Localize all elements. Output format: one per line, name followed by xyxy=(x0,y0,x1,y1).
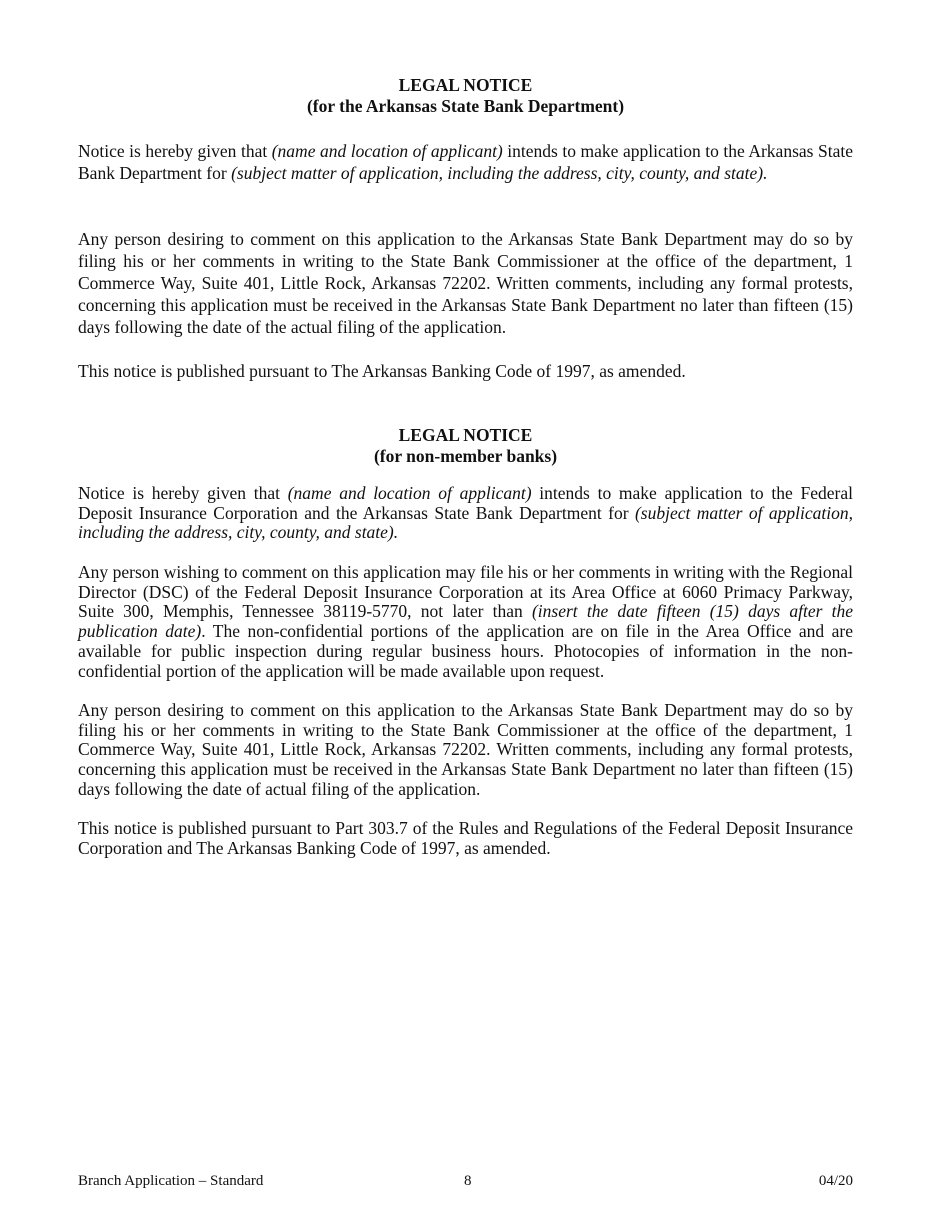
notice-1-heading xyxy=(78,75,853,117)
notice-1-p1-text-a: Notice is hereby given that xyxy=(78,141,272,161)
footer-document-name: Branch Application – Standard xyxy=(78,1173,264,1189)
notice-1-paragraph-3: This notice is published pursuant to The Arkansas Banking Code of 1997, as amended. xyxy=(78,361,686,381)
notice-2-paragraph-3: Any person desiring to comment on this application to the Arkansas State Bank Department may do so by filing his or her comments in writing to the State Bank Commissioner at the office of the department, 1 Commerce Way, Suite 401, Little Rock, Arkansas 72202. Written comments, including any formal protests, concerning this application must be received in the Arkansas State Bank Department no later than fifteen (15) days following the date of actual filing of the application. xyxy=(78,700,853,799)
notice-1-p1-placeholder-applicant: (name and location of applicant) xyxy=(271,141,503,161)
notice-2-paragraph-2 xyxy=(78,563,853,681)
notice-2-subtitle: (for non-member banks) xyxy=(373,446,558,466)
notice-2-paragraph-4: This notice is published pursuant to Part 303.7 of the Rules and Regulations of the Federal Deposit Insurance Corporation and The Arkansas Banking Code of 1997, as amended. xyxy=(78,818,853,858)
footer-revision-date: 04/20 xyxy=(818,1173,853,1189)
notice-2-p1-text-a: Notice is hereby given that xyxy=(78,483,288,503)
notice-2-p1-period: . xyxy=(393,522,399,543)
notice-2-p2-text-c: . The non-confidential portions of the application are on file in the Area Office and are available for public inspection during regular business hours. Photocopies of information in the non-confidential portion of the application will be made available upon request. xyxy=(78,621,853,681)
notice-2-p1-placeholder-applicant: (name and location of applicant) xyxy=(287,483,532,503)
notice-1-p1-placeholder-subject: (subject matter of application, including the address, city, county, and state) xyxy=(231,163,764,183)
notice-2-p1-text-c: intends to make application to the Federal Deposit Insurance Corporation and the Arkansas State Bank Department for xyxy=(78,483,853,523)
notice-1-paragraph-2: Any person desiring to comment on this application to the Arkansas State Bank Department may do so by filing his or her comments in writing to the State Bank Commissioner at the office of the department, 1 Commerce Way, Suite 401, Little Rock, Arkansas 72202. Written comments, including any formal protests, concerning this application must be received in the Arkansas State Bank Department no later than fifteen (15) days following the date of the actual filing of the application. xyxy=(78,229,853,337)
notice-1-title: LEGAL NOTICE xyxy=(398,75,533,95)
notice-2-heading xyxy=(78,425,853,467)
footer-page-number: 8 xyxy=(464,1173,472,1189)
notice-1-p1-text-c: intends to make application to the Arkansas State Bank Department for xyxy=(78,141,853,183)
notice-1-paragraph-1 xyxy=(78,140,853,184)
notice-1-p1-period: . xyxy=(763,163,768,183)
notice-2-p1-placeholder-subject: (subject matter of application, including the address, city, county, and state) xyxy=(78,502,853,543)
notice-2-p2-placeholder-date: (insert the date fifteen (15) days after the publication date) xyxy=(78,601,853,642)
notice-2-p2-text-a: Any person wishing to comment on this application may file his or her comments in writing with the Regional Director (DSC) of the Federal Deposit Insurance Corporation at its Area Office at 6060 Primacy Parkway, Suite 300, Memphis, Tennessee 38119-5770, not later than xyxy=(78,562,853,622)
notice-2-title: LEGAL NOTICE xyxy=(398,425,533,445)
notice-1-subtitle: (for the Arkansas State Bank Department) xyxy=(306,96,625,116)
notice-2-paragraph-1 xyxy=(78,484,853,543)
